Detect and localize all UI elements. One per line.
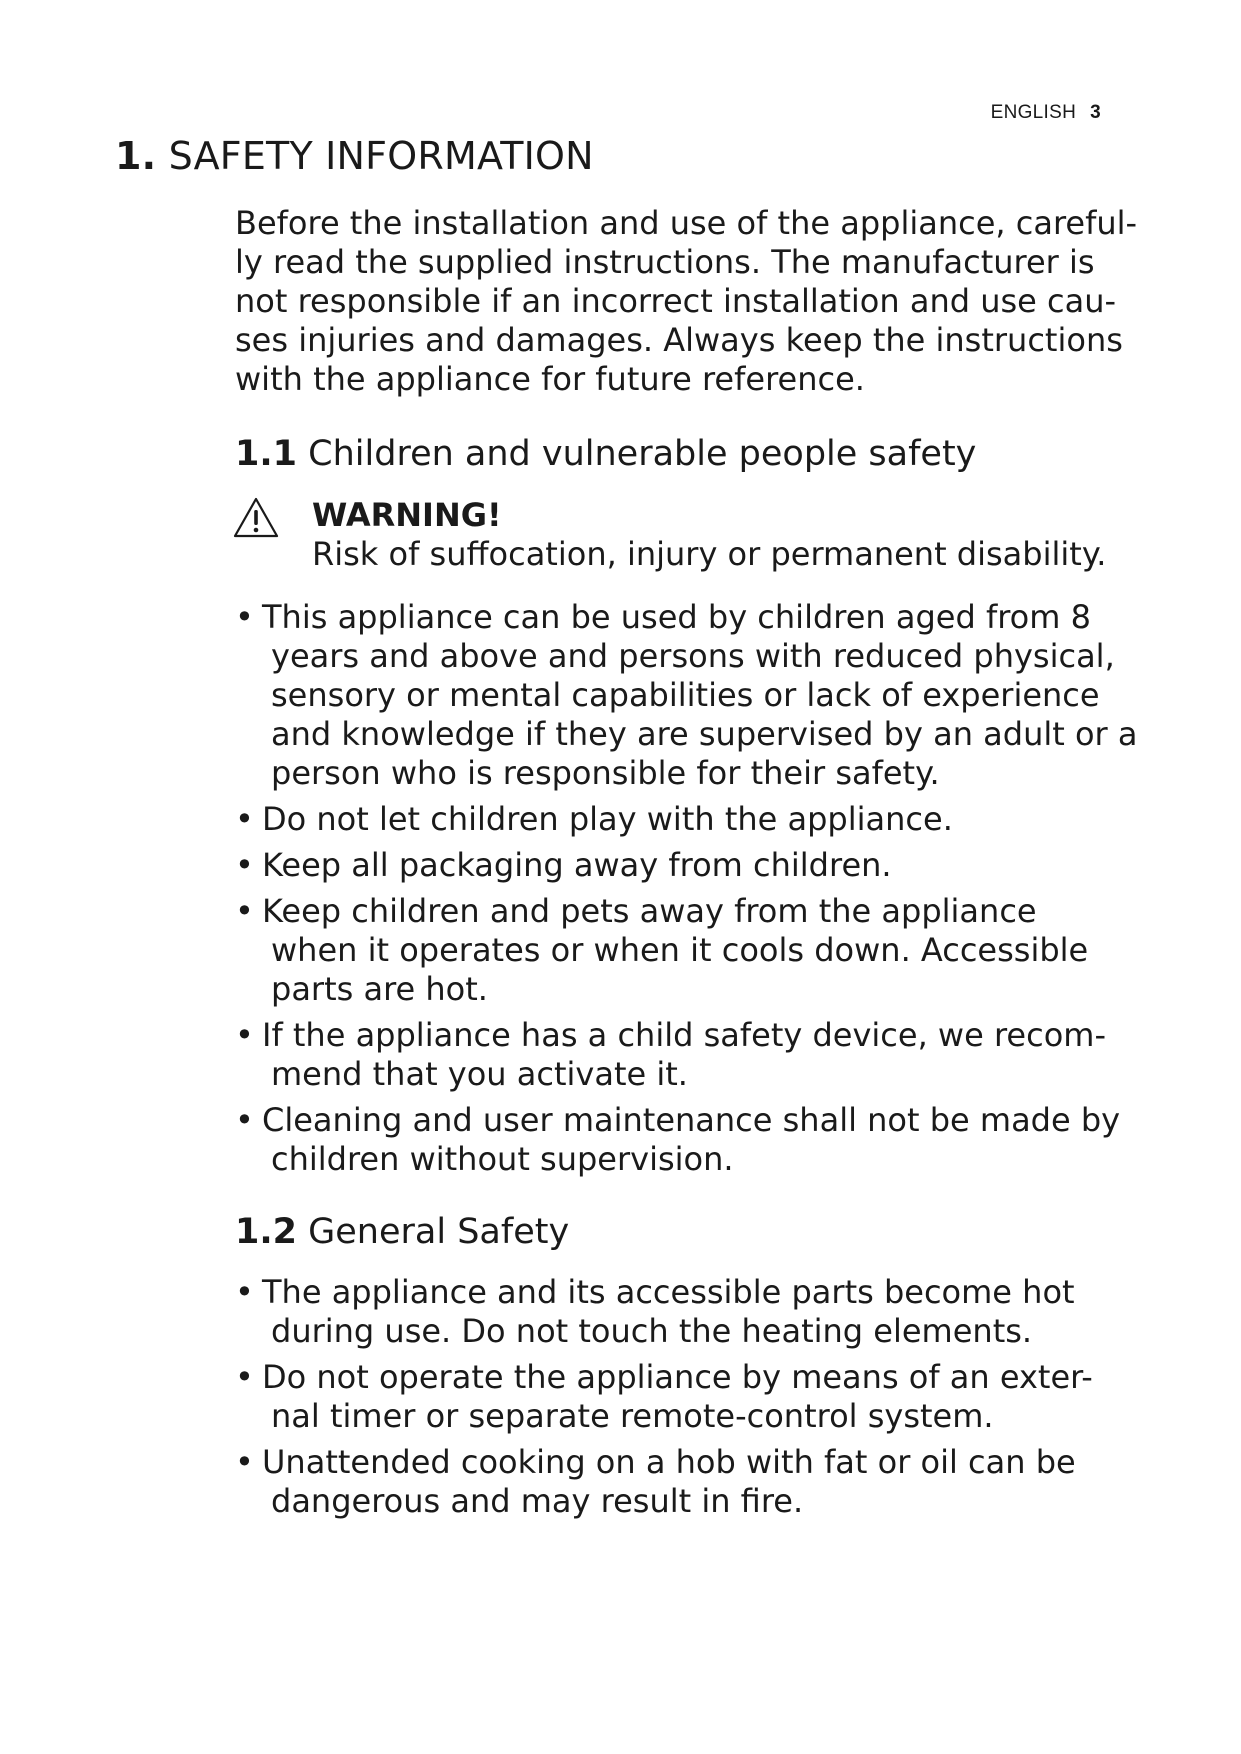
list-item-line: Unattended cooking on a hob with fat or oil can be	[262, 1443, 1076, 1481]
page-title	[115, 134, 594, 178]
list-item	[235, 846, 1135, 885]
list-item	[235, 800, 1135, 839]
list-item-line: Keep children and pets away from the appliance	[262, 892, 1037, 930]
list-item	[235, 598, 1138, 793]
bullet-icon: •	[235, 1101, 254, 1139]
warning-triangle-icon	[232, 496, 280, 540]
list-item	[235, 1443, 1135, 1521]
section-heading-children-safety	[235, 433, 1135, 475]
bullet-icon: •	[235, 1273, 254, 1311]
intro-line: ly read the supplied instructions. The manufacturer is	[235, 243, 1095, 281]
warning-box	[232, 496, 1132, 576]
warning-text: Risk of suffocation, injury or permanent disability.	[312, 535, 1107, 573]
list-item-line: mend that you activate it.	[271, 1055, 688, 1093]
list-item-line: and knowledge if they are supervised by an adult or a	[271, 715, 1138, 753]
list-item	[235, 1016, 1135, 1094]
intro-line: not responsible if an incorrect installation and use cau-	[235, 282, 1117, 320]
list-item	[235, 1273, 1135, 1351]
bullet-icon: •	[235, 892, 254, 930]
section-heading-text: Children and vulnerable people safety	[308, 434, 977, 474]
bullet-icon: •	[235, 1016, 254, 1054]
children-safety-list	[235, 598, 1138, 1186]
list-item-line: dangerous and may result in fire.	[271, 1482, 804, 1520]
warning-title: WARNING!	[312, 496, 502, 534]
intro-line: ses injuries and damages. Always keep the instructions	[235, 321, 1123, 359]
list-item-line: sensory or mental capabilities or lack of experience	[271, 676, 1100, 714]
page-number: 3	[1090, 102, 1101, 123]
bullet-icon: •	[235, 598, 254, 636]
bullet-icon: •	[235, 1358, 254, 1396]
list-item-line: The appliance and its accessible parts become hot	[262, 1273, 1075, 1311]
list-item	[235, 1358, 1135, 1436]
section-number: 1.1	[235, 434, 298, 474]
list-item-line: Cleaning and user maintenance shall not be made by	[262, 1101, 1121, 1139]
page-header	[991, 102, 1101, 124]
list-item-line: nal timer or separate remote-control system.	[271, 1397, 994, 1435]
list-item-line: children without supervision.	[271, 1140, 734, 1178]
title-text: SAFETY INFORMATION	[168, 134, 594, 178]
list-item	[235, 1101, 1135, 1179]
list-item-line: when it operates or when it cools down. Accessible	[271, 931, 1089, 969]
general-safety-list	[235, 1273, 1135, 1528]
list-item-line: If the appliance has a child safety device, we recom-	[262, 1016, 1106, 1054]
list-item-line: during use. Do not touch the heating elements.	[271, 1312, 1033, 1350]
bullet-icon: •	[235, 846, 254, 884]
intro-paragraph	[235, 204, 1138, 399]
bullet-icon: •	[235, 1443, 254, 1481]
list-item-line: person who is responsible for their safety.	[271, 754, 940, 792]
list-item-line: Do not let children play with the appliance.	[262, 800, 953, 838]
bullet-icon: •	[235, 800, 254, 838]
list-item-line: years and above and persons with reduced physical,	[271, 637, 1115, 675]
list-item-line: Keep all packaging away from children.	[262, 846, 892, 884]
list-item-line: Do not operate the appliance by means of an exter-	[262, 1358, 1093, 1396]
list-item-line: This appliance can be used by children aged from 8	[262, 598, 1091, 636]
intro-line: Before the installation and use of the appliance, careful-	[235, 204, 1138, 242]
section-number: 1.2	[235, 1212, 298, 1252]
intro-line: with the appliance for future reference.	[235, 360, 865, 398]
header-language: ENGLISH	[990, 102, 1077, 123]
section-heading-text: General Safety	[308, 1212, 570, 1252]
title-number: 1.	[115, 134, 157, 178]
section-heading-general-safety	[235, 1211, 1135, 1253]
list-item-line: parts are hot.	[271, 970, 488, 1008]
list-item	[235, 892, 1135, 1009]
